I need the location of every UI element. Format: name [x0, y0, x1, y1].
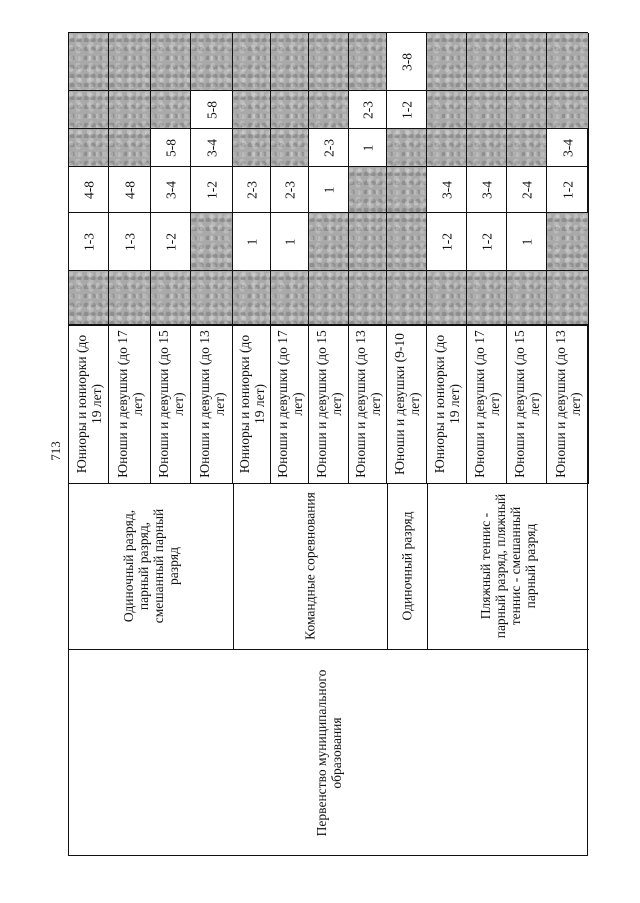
page-number: 713 — [48, 441, 63, 461]
place-cell — [271, 213, 309, 271]
place-cell — [387, 91, 427, 129]
place-value: 4-8 — [122, 180, 137, 199]
place-value: 1 — [282, 238, 297, 245]
place-value: 3-4 — [163, 180, 178, 199]
place-cell — [427, 213, 467, 271]
place-cell — [547, 91, 589, 129]
place-cell — [507, 213, 547, 271]
place-value: 1-2 — [204, 180, 219, 199]
place-cell — [191, 91, 233, 129]
place-cell — [109, 129, 151, 167]
place-cell — [547, 213, 589, 271]
competition-name: Первенство муниципального образования — [314, 669, 344, 837]
place-cell — [271, 167, 309, 213]
place-cell — [271, 91, 309, 129]
place-cell — [233, 271, 271, 325]
place-cell — [309, 129, 349, 167]
place-cell — [151, 129, 191, 167]
place-cell — [271, 33, 309, 91]
age-group-cell — [271, 325, 309, 483]
place-cell — [69, 33, 109, 91]
place-value: 1 — [360, 144, 375, 151]
place-cell — [507, 271, 547, 325]
place-value: 2-3 — [321, 138, 336, 157]
discipline-label: Одиночный разряд — [399, 511, 415, 621]
place-value: 3-8 — [399, 52, 414, 71]
place-cell — [507, 91, 547, 129]
place-value: 3-4 — [560, 138, 575, 157]
discipline-cell — [69, 483, 233, 649]
age-group-cell — [349, 325, 387, 483]
place-value: 1 — [519, 238, 534, 245]
place-cell — [467, 33, 507, 91]
age-group-label: Юниоры и юниорки (до 19 лет) — [236, 334, 267, 474]
place-value: 1-2 — [439, 232, 454, 251]
place-value: 2-3 — [282, 180, 297, 199]
place-cell — [309, 91, 349, 129]
age-group-cell — [233, 325, 271, 483]
place-cell — [349, 271, 387, 325]
place-value: 4-8 — [81, 180, 96, 199]
place-cell — [233, 213, 271, 271]
place-cell — [191, 167, 233, 213]
place-cell — [109, 167, 151, 213]
place-cell — [309, 167, 349, 213]
age-group-cell — [151, 325, 191, 483]
place-cell — [233, 91, 271, 129]
place-cell — [151, 213, 191, 271]
place-cell — [233, 33, 271, 91]
age-group-cell — [387, 325, 427, 483]
place-cell — [467, 213, 507, 271]
place-cell — [349, 91, 387, 129]
place-value: 1 — [321, 186, 336, 193]
place-cell — [69, 91, 109, 129]
place-cell — [151, 91, 191, 129]
place-cell — [349, 129, 387, 167]
age-group-cell — [547, 325, 589, 483]
place-cell — [109, 213, 151, 271]
place-value: 2-4 — [519, 180, 534, 199]
place-value: 1-2 — [163, 232, 178, 251]
place-cell — [427, 271, 467, 325]
place-cell — [109, 91, 151, 129]
age-group-cell — [467, 325, 507, 483]
place-value: 1-3 — [122, 232, 137, 251]
age-group-cell — [309, 325, 349, 483]
discipline-label: Одиночный разряд, парный разряд, смешанный парный разряд — [121, 508, 181, 624]
age-group-cell — [69, 325, 109, 483]
place-cell — [191, 129, 233, 167]
age-group-label: Юноши и девушки (до 13 лет) — [352, 330, 383, 478]
age-group-label: Юниоры и юниорки (до 19 лет) — [431, 334, 462, 474]
place-cell — [309, 271, 349, 325]
place-cell — [547, 129, 589, 167]
place-cell — [69, 271, 109, 325]
place-cell — [233, 167, 271, 213]
place-value: 3-4 — [439, 180, 454, 199]
place-cell — [69, 129, 109, 167]
age-group-cell — [109, 325, 151, 483]
place-cell — [271, 129, 309, 167]
place-cell — [151, 33, 191, 91]
age-group-cell — [427, 325, 467, 483]
discipline-label: Пляжный теннис - парный разряд, пляжный теннис - смешанный парный разряд — [478, 493, 538, 639]
age-group-label: Юноши и девушки (9-10 лет) — [391, 333, 422, 475]
place-cell — [151, 167, 191, 213]
competition-cell — [69, 649, 589, 857]
place-value: 1-2 — [399, 100, 414, 119]
ranking-table — [68, 32, 588, 856]
age-group-label: Юноши и девушки (до 15 лет) — [511, 330, 542, 478]
place-cell — [547, 33, 589, 91]
place-cell — [547, 271, 589, 325]
place-cell — [109, 271, 151, 325]
place-cell — [387, 167, 427, 213]
age-group-label: Юноши и девушки (до 13 лет) — [196, 330, 227, 478]
place-value: 1-2 — [560, 180, 575, 199]
place-cell — [151, 271, 191, 325]
age-group-label: Юноши и девушки (до 17 лет) — [114, 330, 145, 478]
place-cell — [507, 167, 547, 213]
place-value: 5-8 — [204, 100, 219, 119]
place-cell — [467, 271, 507, 325]
place-cell — [427, 91, 467, 129]
age-group-label: Юниоры и юниорки (до 19 лет) — [73, 334, 104, 474]
place-cell — [69, 167, 109, 213]
age-group-label: Юноши и девушки (до 17 лет) — [274, 330, 305, 478]
age-group-label: Юноши и девушки (до 15 лет) — [155, 330, 186, 478]
place-value: 3-4 — [204, 138, 219, 157]
place-cell — [387, 213, 427, 271]
place-cell — [547, 167, 589, 213]
age-group-label: Юноши и девушки (до 13 лет) — [552, 330, 583, 478]
place-cell — [191, 213, 233, 271]
place-cell — [387, 271, 427, 325]
place-cell — [233, 129, 271, 167]
age-group-label: Юноши и девушки (до 17 лет) — [471, 330, 502, 478]
place-cell — [467, 129, 507, 167]
place-value: 5-8 — [163, 138, 178, 157]
place-cell — [309, 33, 349, 91]
place-cell — [427, 33, 467, 91]
place-cell — [271, 271, 309, 325]
place-cell — [387, 33, 427, 91]
discipline-cell — [387, 483, 427, 649]
discipline-label: Командные соревнования — [302, 492, 318, 640]
age-group-cell — [191, 325, 233, 483]
discipline-cell — [233, 483, 387, 649]
place-cell — [191, 271, 233, 325]
discipline-cell — [427, 483, 589, 649]
place-cell — [427, 129, 467, 167]
place-value: 1 — [244, 238, 259, 245]
place-value: 1-2 — [479, 232, 494, 251]
place-value: 1-3 — [81, 232, 96, 251]
place-cell — [109, 33, 151, 91]
place-cell — [427, 167, 467, 213]
place-cell — [309, 213, 349, 271]
place-cell — [69, 213, 109, 271]
place-value: 3-4 — [479, 180, 494, 199]
place-cell — [349, 33, 387, 91]
place-cell — [349, 213, 387, 271]
age-group-cell — [507, 325, 547, 483]
place-cell — [507, 33, 547, 91]
place-cell — [387, 129, 427, 167]
place-cell — [467, 91, 507, 129]
place-value: 2-3 — [360, 100, 375, 119]
place-cell — [507, 129, 547, 167]
place-cell — [349, 167, 387, 213]
place-cell — [191, 33, 233, 91]
place-cell — [467, 167, 507, 213]
place-value: 2-3 — [244, 180, 259, 199]
age-group-label: Юноши и девушки (до 15 лет) — [313, 330, 344, 478]
